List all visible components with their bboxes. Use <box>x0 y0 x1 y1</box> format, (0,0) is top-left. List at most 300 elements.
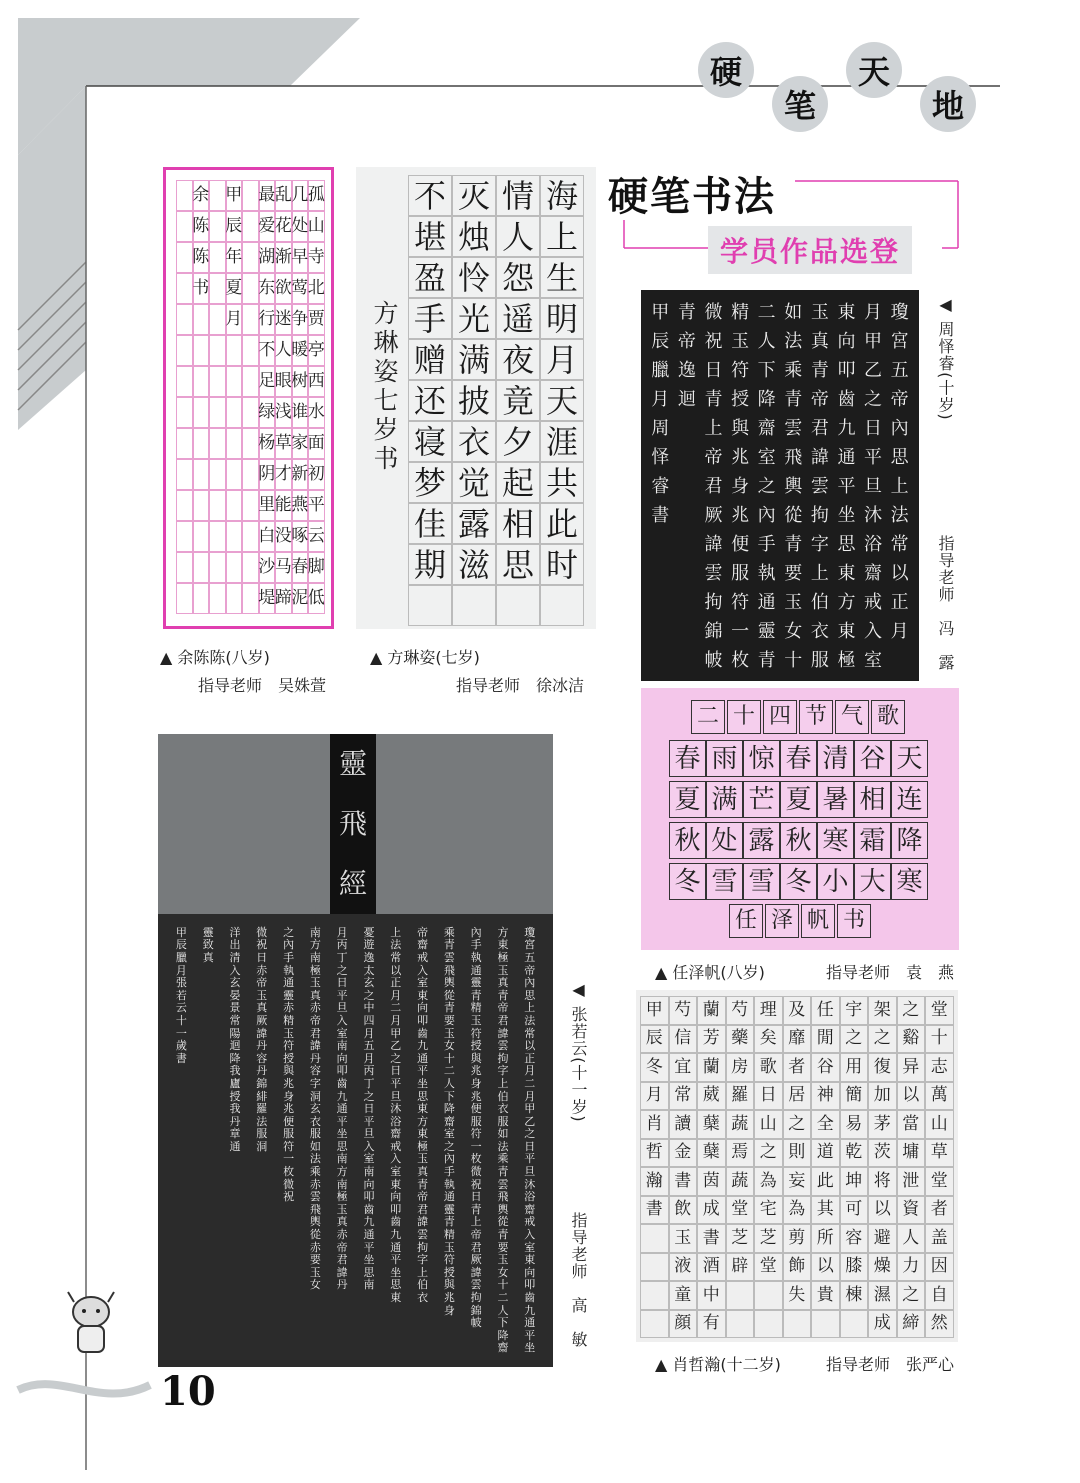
text-column <box>329 926 356 1354</box>
header-char: 地 <box>920 76 976 132</box>
calligraphy-char: 君 <box>704 475 723 497</box>
calligraphy-char: 甲 <box>640 996 669 1025</box>
calligraphy-char: 节 <box>799 700 833 734</box>
text-column <box>292 180 309 614</box>
calligraphy-char: 臘 <box>175 950 187 964</box>
calligraphy-char: 精 <box>443 1228 455 1242</box>
calligraphy-char: 坐 <box>837 504 856 526</box>
calligraphy-char <box>275 1266 302 1279</box>
calligraphy-char <box>248 1253 275 1266</box>
calligraphy-char: 君 <box>309 1026 321 1040</box>
calligraphy-char: 精 <box>283 1013 295 1027</box>
calligraphy-char: 上 <box>524 1001 536 1015</box>
text-column <box>496 175 540 626</box>
calligraphy-char: 正 <box>524 1051 536 1065</box>
calligraphy-char: 惊 <box>743 740 780 777</box>
calligraphy-char: 谿 <box>897 1025 926 1054</box>
section-subtitle: 学员作品选登 <box>708 226 912 274</box>
calligraphy-char: 最 <box>259 180 276 211</box>
calligraphy-char: 符 <box>443 1253 455 1267</box>
calligraphy-char: 二 <box>757 301 776 323</box>
seal-char: 靈 <box>338 747 367 780</box>
calligraphy-char: 信 <box>669 1025 698 1054</box>
calligraphy-char <box>195 1266 222 1279</box>
calligraphy-char <box>209 180 226 211</box>
calligraphy-char: 服 <box>470 1114 482 1128</box>
calligraphy-char: 齋 <box>757 417 776 439</box>
calligraphy-char: 南 <box>363 1278 375 1292</box>
calligraphy-char: 內 <box>524 976 536 990</box>
calligraphy-char: 芍 <box>726 996 755 1025</box>
calligraphy-char: 怨 <box>496 257 540 298</box>
caption-zhang: ◀ 张若云(十一岁) <box>569 980 588 1123</box>
calligraphy-char <box>647 588 674 617</box>
calligraphy-char: 此 <box>540 503 584 544</box>
artwork-zhou <box>641 290 919 681</box>
calligraphy-char: 飛 <box>784 446 803 468</box>
calligraphy-char <box>496 585 540 626</box>
calligraphy-char <box>222 1342 249 1355</box>
calligraphy-char: 微 <box>704 301 723 323</box>
calligraphy-char <box>275 1329 302 1342</box>
calligraphy-char: 雲 <box>470 1278 482 1292</box>
calligraphy-char: 雲 <box>417 1228 429 1242</box>
calligraphy-char: 丁 <box>363 1076 375 1090</box>
calligraphy-char: 春 <box>780 740 817 777</box>
calligraphy-char: 霜 <box>854 822 891 859</box>
calligraphy-char: 初 <box>308 459 325 490</box>
calligraphy-char: 月 <box>226 304 243 335</box>
text-column <box>436 926 463 1354</box>
calligraphy-char: 執 <box>283 963 295 977</box>
text-column <box>700 298 727 675</box>
calligraphy-char: 符 <box>283 1139 295 1153</box>
calligraphy-char <box>193 552 210 583</box>
calligraphy-char <box>382 1329 409 1342</box>
calligraphy-char: 與 <box>443 1278 455 1292</box>
calligraphy-char <box>275 1291 302 1304</box>
calligraphy-char: 雲 <box>497 1177 509 1191</box>
calligraphy-char: 之 <box>283 925 295 939</box>
calligraphy-char: 白 <box>259 521 276 552</box>
calligraphy-char: 南 <box>336 1177 348 1191</box>
calligraphy-char <box>168 1266 195 1279</box>
calligraphy-char: 戒 <box>390 1139 402 1153</box>
calligraphy-char: 通 <box>283 976 295 990</box>
calligraphy-char: 資 <box>897 1196 926 1225</box>
calligraphy-char: 思 <box>837 533 856 555</box>
calligraphy-char: 沐 <box>864 504 883 526</box>
calligraphy-char: 羅 <box>726 1082 755 1111</box>
calligraphy-char: 降 <box>229 1051 241 1065</box>
calligraphy-char <box>195 1102 222 1115</box>
calligraphy-char <box>222 1216 249 1229</box>
calligraphy-char <box>382 1304 409 1317</box>
calligraphy-char: 日 <box>363 1102 375 1116</box>
calligraphy-char: 共 <box>540 462 584 503</box>
calligraphy-char: 法 <box>524 1013 536 1027</box>
calligraphy-char: 齋 <box>390 1127 402 1141</box>
calligraphy-char: 方 <box>336 1165 348 1179</box>
calligraphy-char: 授 <box>229 1089 241 1103</box>
calligraphy-char: 人 <box>897 1224 926 1253</box>
calligraphy-char: 服 <box>497 1114 509 1128</box>
teacher-zhou: 指导老师 冯 露 <box>936 535 955 671</box>
calligraphy-char: 宮 <box>890 330 909 352</box>
calligraphy-char <box>674 646 701 675</box>
calligraphy-char: 如 <box>784 301 803 323</box>
calligraphy-char: 浴 <box>524 1190 536 1204</box>
calligraphy-char: 雪 <box>743 863 780 900</box>
text-column <box>356 926 383 1354</box>
calligraphy-char: 志 <box>925 1053 954 1082</box>
calligraphy-char <box>193 366 210 397</box>
calligraphy-char: 孤 <box>308 180 325 211</box>
calligraphy-char: 身 <box>470 1076 482 1090</box>
calligraphy-char: 思 <box>890 446 909 468</box>
calligraphy-char <box>222 1153 249 1166</box>
calligraphy-char: 思 <box>496 544 540 585</box>
calligraphy-char: 乘 <box>309 1165 321 1179</box>
calligraphy-char: 人 <box>443 1076 455 1090</box>
calligraphy-char: 靈 <box>202 925 214 939</box>
calligraphy-char: 月 <box>175 963 187 977</box>
calligraphy-char <box>168 1090 195 1103</box>
calligraphy-char <box>226 521 243 552</box>
calligraphy-char: 精 <box>470 1001 482 1015</box>
calligraphy-char: 浅 <box>275 397 292 428</box>
text-column <box>754 996 783 1338</box>
calligraphy-char: 平 <box>336 988 348 1002</box>
calligraphy-char: 浴 <box>864 533 883 555</box>
calligraphy-char: 贾 <box>308 304 325 335</box>
calligraphy-char: 之 <box>363 988 375 1002</box>
calligraphy-char: 青 <box>810 359 829 381</box>
calligraphy-char <box>248 1241 275 1254</box>
calligraphy-char: 露 <box>743 822 780 859</box>
calligraphy-char: 旦 <box>864 475 883 497</box>
calligraphy-char: 常 <box>890 533 909 555</box>
calligraphy-char: 兆 <box>283 1102 295 1116</box>
calligraphy-char <box>222 1178 249 1191</box>
calligraphy-char: 脚 <box>308 552 325 583</box>
calligraphy-char: 入 <box>336 1013 348 1027</box>
calligraphy-char <box>222 1253 249 1266</box>
artwork-yu <box>163 167 334 629</box>
calligraphy-char <box>195 976 222 989</box>
calligraphy-char: 通 <box>229 1139 241 1153</box>
calligraphy-char: 齒 <box>363 1202 375 1216</box>
calligraphy-char <box>674 414 701 443</box>
calligraphy-char <box>168 1228 195 1241</box>
teacher-zhang: 指导老师 高 敏 <box>569 1212 588 1348</box>
calligraphy-char: 身 <box>731 475 750 497</box>
calligraphy-char: 之 <box>754 1139 783 1168</box>
caption-xiao: ▲ 肖哲瀚(十二岁) <box>655 1355 781 1374</box>
calligraphy-char: 錦 <box>256 1076 268 1090</box>
calligraphy-char <box>222 1228 249 1241</box>
calligraphy-char: 若 <box>175 988 187 1002</box>
calligraphy-char <box>382 1342 409 1355</box>
calligraphy-char: 簡 <box>840 1082 869 1111</box>
calligraphy-char: 東 <box>390 1291 402 1305</box>
calligraphy-char: 日 <box>470 1190 482 1204</box>
calligraphy-char: 伯 <box>497 1089 509 1103</box>
calligraphy-char: 服 <box>810 649 829 671</box>
calligraphy-char <box>209 521 226 552</box>
calligraphy-char: 二 <box>497 1291 509 1305</box>
calligraphy-char: 堂 <box>925 1167 954 1196</box>
calligraphy-char: 以 <box>811 1253 840 1282</box>
calligraphy-char: 十 <box>443 1051 455 1065</box>
calligraphy-char: 通 <box>417 1051 429 1065</box>
calligraphy-char: 之 <box>390 1051 402 1065</box>
calligraphy-char: 顔 <box>669 1310 698 1339</box>
calligraphy-char <box>168 1253 195 1266</box>
calligraphy-char: 处 <box>292 211 309 242</box>
calligraphy-char <box>226 459 243 490</box>
calligraphy-char: 赤 <box>309 1177 321 1191</box>
calligraphy-char: 二 <box>691 700 725 734</box>
calligraphy-char: 赤 <box>309 1001 321 1015</box>
calligraphy-char: 符 <box>731 591 750 613</box>
calligraphy-char: 上 <box>540 216 584 257</box>
calligraphy-char: 蔬 <box>726 1167 755 1196</box>
calligraphy-char: 爱 <box>259 211 276 242</box>
calligraphy-char: 茨 <box>868 1139 897 1168</box>
calligraphy-char: 二 <box>390 1001 402 1015</box>
calligraphy-char: 五 <box>363 1039 375 1053</box>
calligraphy-char: 洋 <box>229 925 241 939</box>
calligraphy-char: 泽 <box>765 904 799 938</box>
calligraphy-char: 异 <box>897 1053 926 1082</box>
calligraphy-char: 瀚 <box>640 1167 669 1196</box>
calligraphy-char: 夏 <box>780 781 817 818</box>
text-column <box>647 298 674 675</box>
calligraphy-char: 君 <box>810 417 829 439</box>
calligraphy-char <box>176 242 193 273</box>
calligraphy-char: 月 <box>363 1026 375 1040</box>
calligraphy-char: 帆 <box>801 904 835 938</box>
calligraphy-char: 面 <box>308 428 325 459</box>
calligraphy-char <box>168 1216 195 1229</box>
calligraphy-char: 真 <box>309 988 321 1002</box>
calligraphy-char: 瓊 <box>524 925 536 939</box>
calligraphy-char: 赤 <box>309 1240 321 1254</box>
calligraphy-char: 青 <box>704 388 723 410</box>
text-column <box>868 996 897 1338</box>
calligraphy-char: 一 <box>175 1026 187 1040</box>
calligraphy-char: 方 <box>417 1114 429 1128</box>
calligraphy-char: 帝 <box>417 925 429 939</box>
calligraphy-char: 浴 <box>390 1114 402 1128</box>
header-char: 硬 <box>698 42 754 98</box>
calligraphy-char <box>647 617 674 646</box>
calligraphy-char <box>226 583 243 614</box>
calligraphy-char: 歲 <box>175 1039 187 1053</box>
calligraphy-char <box>209 366 226 397</box>
calligraphy-char: 內 <box>283 938 295 952</box>
calligraphy-char: 叩 <box>524 1278 536 1292</box>
calligraphy-char: 帝 <box>309 1013 321 1027</box>
calligraphy-char: 齋 <box>417 938 429 952</box>
calligraphy-char: 枚 <box>470 1152 482 1166</box>
calligraphy-char: 內 <box>443 1152 455 1166</box>
calligraphy-char <box>222 1316 249 1329</box>
calligraphy-char: 常 <box>229 1013 241 1027</box>
calligraphy-char <box>463 1329 490 1342</box>
calligraphy-char: 之 <box>840 1025 869 1054</box>
calligraphy-char <box>226 397 243 428</box>
calligraphy-char <box>176 490 193 521</box>
calligraphy-char: 飛 <box>497 1190 509 1204</box>
calligraphy-char: 思 <box>524 988 536 1002</box>
calligraphy-char: 授 <box>731 388 750 410</box>
calligraphy-char <box>302 1304 329 1317</box>
calligraphy-char: 堪 <box>408 216 452 257</box>
calligraphy-char: 微 <box>283 1177 295 1191</box>
teacher-ren: 指导老师 袁 燕 <box>826 963 955 982</box>
calligraphy-char: 山 <box>754 1110 783 1139</box>
calligraphy-char: 乙 <box>390 1039 402 1053</box>
text-column <box>840 996 869 1338</box>
calligraphy-char: 月 <box>390 1013 402 1027</box>
text-column <box>697 996 726 1338</box>
calligraphy-char <box>176 366 193 397</box>
header-char: 笔 <box>772 76 828 132</box>
calligraphy-char: 叩 <box>363 1190 375 1204</box>
calligraphy-char: 輿 <box>309 1215 321 1229</box>
calligraphy-char <box>176 304 193 335</box>
calligraphy-char: 內 <box>890 417 909 439</box>
calligraphy-char: 歌 <box>871 700 905 734</box>
calligraphy-char: 兆 <box>283 1076 295 1090</box>
calligraphy-char: 東 <box>837 620 856 642</box>
calligraphy-char: 成 <box>697 1196 726 1225</box>
caption-yu: ▲ 余陈陈(八岁) <box>160 648 270 667</box>
calligraphy-char: 水 <box>308 397 325 428</box>
calligraphy-char: 之 <box>868 1025 897 1054</box>
calligraphy-char <box>195 1190 222 1203</box>
calligraphy-char <box>408 585 452 626</box>
calligraphy-char: 连 <box>891 781 928 818</box>
calligraphy-char <box>195 1077 222 1090</box>
calligraphy-char: 一 <box>731 620 750 642</box>
calligraphy-char <box>168 1115 195 1128</box>
calligraphy-char: 室 <box>864 649 883 671</box>
calligraphy-char: 堂 <box>726 1196 755 1225</box>
calligraphy-char: 厥 <box>256 1013 268 1027</box>
calligraphy-char <box>195 1291 222 1304</box>
calligraphy-char <box>275 1316 302 1329</box>
calligraphy-char: 容 <box>256 1051 268 1065</box>
calligraphy-char: 入 <box>390 1152 402 1166</box>
calligraphy-char: 童 <box>669 1281 698 1310</box>
calligraphy-char <box>195 1002 222 1015</box>
calligraphy-char <box>329 1329 356 1342</box>
calligraphy-char: 寒 <box>817 822 854 859</box>
header-char: 天 <box>846 42 902 98</box>
calligraphy-char <box>436 1316 463 1329</box>
calligraphy-char <box>222 1279 249 1292</box>
calligraphy-char: 要 <box>443 1013 455 1027</box>
calligraphy-char: 上 <box>417 1265 429 1279</box>
calligraphy-char: 玉 <box>784 591 803 613</box>
text-column <box>242 180 259 614</box>
calligraphy-char: 易 <box>840 1110 869 1139</box>
calligraphy-char <box>168 1153 195 1166</box>
calligraphy-char: 室 <box>524 1240 536 1254</box>
text-column <box>409 926 436 1354</box>
calligraphy-char: 君 <box>417 1202 429 1216</box>
calligraphy-char: 滋 <box>452 544 496 585</box>
calligraphy-char <box>195 1178 222 1191</box>
calligraphy-char: 之 <box>757 475 776 497</box>
calligraphy-char: 向 <box>336 1051 348 1065</box>
calligraphy-char: 叩 <box>336 1064 348 1078</box>
calligraphy-char: 丹 <box>336 1278 348 1292</box>
calligraphy-char: 青 <box>443 938 455 952</box>
text-column <box>807 298 834 675</box>
text-column <box>860 298 887 675</box>
calligraphy-char <box>329 1304 356 1317</box>
calligraphy-char <box>195 1241 222 1254</box>
calligraphy-char: 玉 <box>309 1265 321 1279</box>
artwork-zhang <box>158 734 553 1367</box>
calligraphy-char <box>248 1153 275 1166</box>
calligraphy-char: 寒 <box>891 863 928 900</box>
calligraphy-char: 向 <box>390 1190 402 1204</box>
calligraphy-char: 帝 <box>810 388 829 410</box>
calligraphy-char: 失 <box>783 1281 812 1310</box>
calligraphy-char <box>674 559 701 588</box>
calligraphy-char: 我 <box>229 1064 241 1078</box>
calligraphy-char: 秋 <box>669 822 706 859</box>
calligraphy-char: 东 <box>259 273 276 304</box>
calligraphy-char <box>248 1216 275 1229</box>
calligraphy-char: 玉 <box>497 1253 509 1267</box>
calligraphy-char <box>302 1342 329 1355</box>
calligraphy-char <box>195 1329 222 1342</box>
calligraphy-char <box>168 1077 195 1090</box>
calligraphy-char: 日 <box>704 359 723 381</box>
calligraphy-char: 十 <box>175 1013 187 1027</box>
calligraphy-char: 青 <box>470 988 482 1002</box>
calligraphy-char: 符 <box>283 1039 295 1053</box>
calligraphy-char: 人 <box>757 330 776 352</box>
calligraphy-char: 人 <box>496 216 540 257</box>
calligraphy-char: 五 <box>890 359 909 381</box>
calligraphy-char <box>329 1342 356 1355</box>
text-column <box>308 180 325 614</box>
calligraphy-char: 諱 <box>810 446 829 468</box>
calligraphy-char: 祝 <box>704 330 723 352</box>
calligraphy-char: 其 <box>811 1196 840 1225</box>
calligraphy-char: 月 <box>890 620 909 642</box>
calligraphy-char: 藥 <box>726 1025 755 1054</box>
calligraphy-char: 授 <box>283 1051 295 1065</box>
calligraphy-char: 平 <box>308 490 325 521</box>
calligraphy-char: 青 <box>497 1165 509 1179</box>
calligraphy-char: 諱 <box>256 1026 268 1040</box>
calligraphy-char: 茵 <box>697 1167 726 1196</box>
calligraphy-char: 叩 <box>837 359 856 381</box>
calligraphy-char: 蘭 <box>697 996 726 1025</box>
calligraphy-char: 沙 <box>259 552 276 583</box>
calligraphy-char <box>176 397 193 428</box>
calligraphy-char: 月 <box>651 388 670 410</box>
calligraphy-char: 妄 <box>783 1167 812 1196</box>
